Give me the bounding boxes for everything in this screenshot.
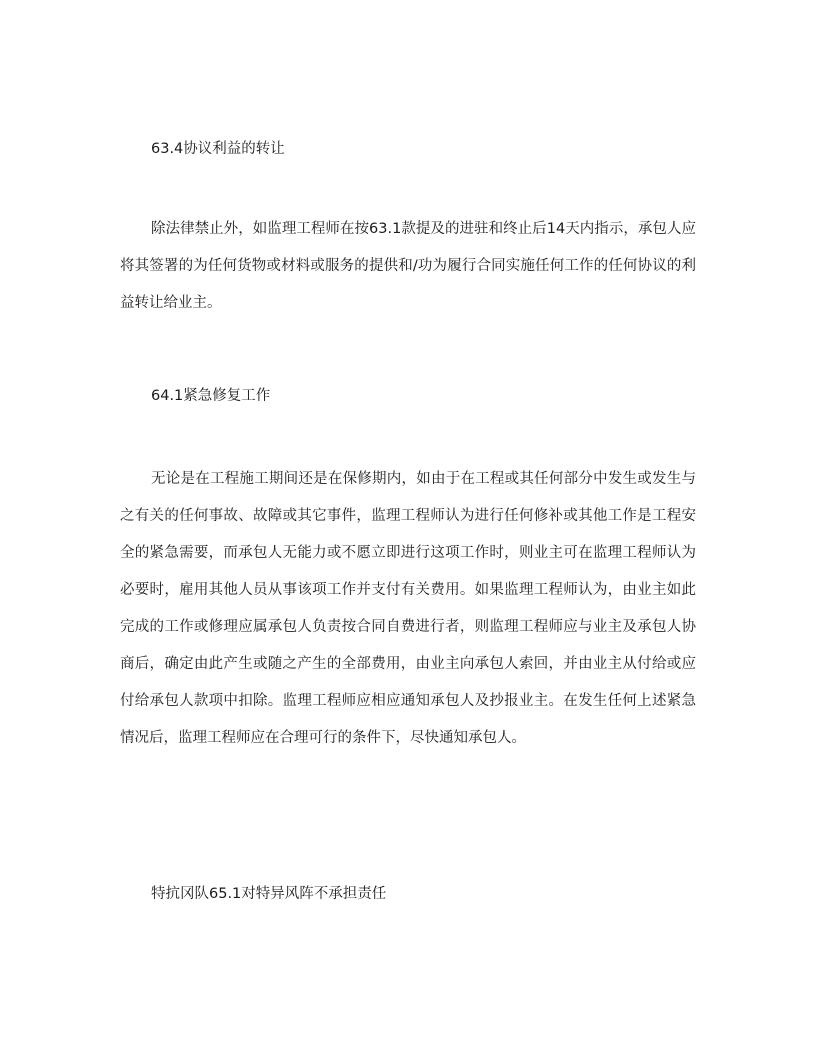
section-heading-65-1: 特抗冈队65.1对特异风阵不承担责任 (151, 886, 387, 902)
paragraph-63-4: 除法律禁止外，如监理工程师在按63.1款提及的进驻和终止后14天内指示，承包人应将其签署的为任何货物或材料或服务的提供和/功为履行合同实施任何工作的任何协议的利益转让给业主。 (120, 221, 696, 311)
paragraph-64-1: 无论是在工程施工期间还是在保修期内，如由于在工程或其任何部分中发生或发生与之有关的任何事故、故障或其它事件，监理工程师认为进行任何修补或其他工作是工程安全的紧急需要，而承包人无能力或不愿立即进行这项工作时，则业主可在监理工程师认为必要时，雇用其他人员从事该项工作并支付有关费用。如果监理工程师认为，由业主如此完成的工作或修理应属承包人负责按合同自费进行者，则监理工程师应与业主及承包人协商后，确定由此产生或随之产生的全部费用，由业主向承包人索回，并由业主从付给或应付给承包人款项中扣除。监理工程师应相应通知承包人及抄报业主。在发生任何上述紧急情况后，监理工程师应在合理可行的条件下，尽快通知承包人。 (120, 471, 696, 746)
section-heading-63-4: 63.4协议利益的转让 (151, 141, 285, 157)
section-heading-64-1: 64.1紧急修复工作 (151, 388, 271, 404)
